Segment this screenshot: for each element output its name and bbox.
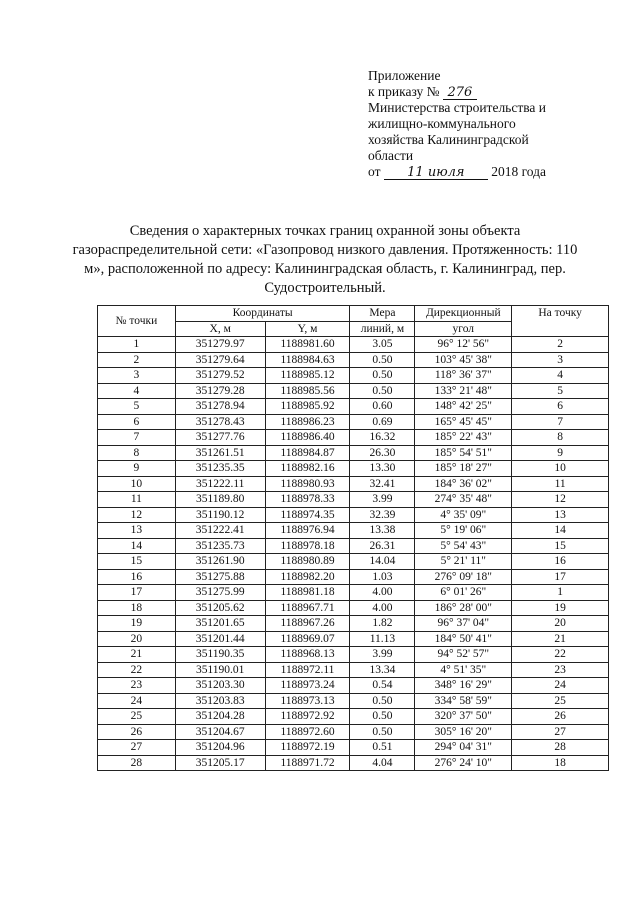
header-coordinates: Координаты xyxy=(175,306,350,322)
cell-angle: 103° 45' 38" xyxy=(415,352,512,368)
cell-to-point: 19 xyxy=(512,600,609,616)
cell-x: 351279.28 xyxy=(175,383,265,399)
cell-angle: 274° 35' 48" xyxy=(415,492,512,508)
cell-to-point: 13 xyxy=(512,507,609,523)
cell-angle: 184° 50' 41" xyxy=(415,631,512,647)
table-row xyxy=(98,724,609,740)
cell-x: 351279.64 xyxy=(175,352,265,368)
cell-length: 0.50 xyxy=(350,724,415,740)
date-suffix: 2018 года xyxy=(491,164,547,179)
header-x: X, м xyxy=(175,321,265,337)
cell-point: 15 xyxy=(98,554,176,570)
cell-angle: 94° 52' 57" xyxy=(415,647,512,663)
table-row xyxy=(98,337,609,353)
cell-point: 1 xyxy=(98,337,176,353)
table-row xyxy=(98,647,609,663)
cell-angle: 276° 24' 10" xyxy=(415,755,512,771)
cell-point: 9 xyxy=(98,461,176,477)
cell-y: 1188973.24 xyxy=(265,678,350,694)
cell-x: 351190.12 xyxy=(175,507,265,523)
cell-y: 1188981.18 xyxy=(265,585,350,601)
cell-angle: 320° 37' 50" xyxy=(415,709,512,725)
cell-x: 351277.76 xyxy=(175,430,265,446)
cell-to-point: 24 xyxy=(512,678,609,694)
cell-angle: 6° 01' 26" xyxy=(415,585,512,601)
cell-point: 19 xyxy=(98,616,176,632)
header-length-line1: Мера xyxy=(350,306,415,322)
cell-to-point: 7 xyxy=(512,414,609,430)
cell-length: 13.34 xyxy=(350,662,415,678)
table-row xyxy=(98,585,609,601)
cell-y: 1188986.23 xyxy=(265,414,350,430)
cell-x: 351278.43 xyxy=(175,414,265,430)
table-row xyxy=(98,600,609,616)
cell-angle: 185° 22' 43" xyxy=(415,430,512,446)
cell-length: 3.05 xyxy=(350,337,415,353)
table-row xyxy=(98,383,609,399)
cell-to-point: 2 xyxy=(512,337,609,353)
table-row xyxy=(98,569,609,585)
cell-y: 1188980.93 xyxy=(265,476,350,492)
table-row xyxy=(98,492,609,508)
table-row xyxy=(98,755,609,771)
cell-x: 351190.35 xyxy=(175,647,265,663)
cell-y: 1188984.63 xyxy=(265,352,350,368)
cell-length: 0.51 xyxy=(350,740,415,756)
cell-length: 32.39 xyxy=(350,507,415,523)
cell-point: 26 xyxy=(98,724,176,740)
cell-to-point: 5 xyxy=(512,383,609,399)
appendix-heading: Приложение xyxy=(368,68,441,83)
cell-to-point: 10 xyxy=(512,461,609,477)
cell-point: 20 xyxy=(98,631,176,647)
header-angle-line2: угол xyxy=(415,321,512,337)
cell-x: 351261.90 xyxy=(175,554,265,570)
cell-y: 1188982.20 xyxy=(265,569,350,585)
cell-x: 351235.35 xyxy=(175,461,265,477)
cell-point: 13 xyxy=(98,523,176,539)
table-row xyxy=(98,616,609,632)
cell-angle: 133° 21' 48" xyxy=(415,383,512,399)
cell-angle: 276° 09' 18" xyxy=(415,569,512,585)
cell-point: 18 xyxy=(98,600,176,616)
cell-point: 27 xyxy=(98,740,176,756)
cell-point: 5 xyxy=(98,399,176,415)
table-row xyxy=(98,631,609,647)
cell-x: 351203.83 xyxy=(175,693,265,709)
cell-angle: 305° 16' 20" xyxy=(415,724,512,740)
cell-point: 24 xyxy=(98,693,176,709)
cell-to-point: 6 xyxy=(512,399,609,415)
cell-angle: 4° 35' 09" xyxy=(415,507,512,523)
cell-length: 1.82 xyxy=(350,616,415,632)
cell-x: 351201.65 xyxy=(175,616,265,632)
cell-y: 1188972.92 xyxy=(265,709,350,725)
cell-y: 1188972.11 xyxy=(265,662,350,678)
cell-x: 351205.17 xyxy=(175,755,265,771)
cell-to-point: 25 xyxy=(512,693,609,709)
cell-length: 4.00 xyxy=(350,600,415,616)
coordinates-table xyxy=(97,305,609,771)
cell-to-point: 3 xyxy=(512,352,609,368)
cell-x: 351204.96 xyxy=(175,740,265,756)
header-y: Y, м xyxy=(265,321,350,337)
header-angle-line1: Дирекционный xyxy=(415,306,512,322)
cell-point: 8 xyxy=(98,445,176,461)
cell-to-point: 12 xyxy=(512,492,609,508)
cell-angle: 348° 16' 29" xyxy=(415,678,512,694)
table-row xyxy=(98,740,609,756)
cell-y: 1188985.92 xyxy=(265,399,350,415)
cell-point: 2 xyxy=(98,352,176,368)
cell-point: 28 xyxy=(98,755,176,771)
cell-x: 351204.28 xyxy=(175,709,265,725)
table-row xyxy=(98,538,609,554)
cell-to-point: 16 xyxy=(512,554,609,570)
cell-x: 351189.80 xyxy=(175,492,265,508)
cell-length: 0.50 xyxy=(350,693,415,709)
cell-x: 351190.01 xyxy=(175,662,265,678)
cell-length: 14.04 xyxy=(350,554,415,570)
cell-y: 1188974.35 xyxy=(265,507,350,523)
cell-angle: 294° 04' 31" xyxy=(415,740,512,756)
cell-x: 351278.94 xyxy=(175,399,265,415)
cell-to-point: 27 xyxy=(512,724,609,740)
table-row xyxy=(98,709,609,725)
cell-x: 351222.11 xyxy=(175,476,265,492)
cell-y: 1188980.89 xyxy=(265,554,350,570)
cell-x: 351203.30 xyxy=(175,678,265,694)
table-row xyxy=(98,461,609,477)
cell-point: 7 xyxy=(98,430,176,446)
ministry-line-3: хозяйства Калининградской xyxy=(368,132,529,147)
cell-x: 351201.44 xyxy=(175,631,265,647)
cell-to-point: 17 xyxy=(512,569,609,585)
cell-x: 351279.52 xyxy=(175,368,265,384)
order-line xyxy=(368,84,618,100)
cell-to-point: 23 xyxy=(512,662,609,678)
cell-to-point: 9 xyxy=(512,445,609,461)
cell-to-point: 11 xyxy=(512,476,609,492)
ministry-line-4: области xyxy=(368,148,414,163)
date-handwritten: 11 июля xyxy=(384,166,488,180)
cell-length: 0.69 xyxy=(350,414,415,430)
cell-angle: 5° 19' 06" xyxy=(415,523,512,539)
ministry-line-2: жилищно-коммунального xyxy=(368,116,516,131)
cell-angle: 184° 36' 02" xyxy=(415,476,512,492)
cell-angle: 5° 21' 11" xyxy=(415,554,512,570)
cell-length: 32.41 xyxy=(350,476,415,492)
table-body xyxy=(98,337,609,771)
cell-y: 1188978.18 xyxy=(265,538,350,554)
table-row xyxy=(98,352,609,368)
cell-length: 4.00 xyxy=(350,585,415,601)
cell-x: 351204.67 xyxy=(175,724,265,740)
cell-point: 21 xyxy=(98,647,176,663)
header-length-line2: линий, м xyxy=(350,321,415,337)
cell-length: 0.60 xyxy=(350,399,415,415)
cell-length: 3.99 xyxy=(350,647,415,663)
cell-y: 1188971.72 xyxy=(265,755,350,771)
cell-point: 12 xyxy=(98,507,176,523)
cell-x: 351275.88 xyxy=(175,569,265,585)
ministry-line-1: Министерства строительства и xyxy=(368,100,547,115)
order-prefix: к приказу № xyxy=(368,84,440,99)
cell-length: 26.30 xyxy=(350,445,415,461)
cell-angle: 148° 42' 25" xyxy=(415,399,512,415)
document-title: Сведения о характерных точках границ охранной зоны объекта газораспределительной сети: «Газопровод низкого давления. Протяженность: 110 м», расположенной по адресу: Калининградская область, г. Калининград, пер. Судостроительный. xyxy=(72,223,578,296)
cell-y: 1188984.87 xyxy=(265,445,350,461)
cell-y: 1188967.71 xyxy=(265,600,350,616)
cell-y: 1188972.19 xyxy=(265,740,350,756)
cell-to-point: 4 xyxy=(512,368,609,384)
cell-to-point: 18 xyxy=(512,755,609,771)
cell-y: 1188967.26 xyxy=(265,616,350,632)
table-row xyxy=(98,678,609,694)
cell-point: 11 xyxy=(98,492,176,508)
cell-length: 16.32 xyxy=(350,430,415,446)
cell-y: 1188969.07 xyxy=(265,631,350,647)
cell-x: 351275.99 xyxy=(175,585,265,601)
cell-to-point: 28 xyxy=(512,740,609,756)
header-point-number: № точки xyxy=(98,306,176,337)
cell-angle: 5° 54' 43" xyxy=(415,538,512,554)
cell-y: 1188976.94 xyxy=(265,523,350,539)
cell-length: 13.38 xyxy=(350,523,415,539)
order-number-handwritten: 276 xyxy=(443,86,477,100)
appendix-block xyxy=(368,68,618,180)
cell-x: 351235.73 xyxy=(175,538,265,554)
cell-length: 3.99 xyxy=(350,492,415,508)
date-line xyxy=(368,164,618,180)
cell-length: 0.50 xyxy=(350,383,415,399)
cell-y: 1188985.56 xyxy=(265,383,350,399)
table-row xyxy=(98,430,609,446)
table-row xyxy=(98,662,609,678)
cell-y: 1188985.12 xyxy=(265,368,350,384)
cell-to-point: 14 xyxy=(512,523,609,539)
cell-y: 1188982.16 xyxy=(265,461,350,477)
cell-x: 351261.51 xyxy=(175,445,265,461)
cell-x: 351205.62 xyxy=(175,600,265,616)
cell-angle: 186° 28' 00" xyxy=(415,600,512,616)
cell-point: 3 xyxy=(98,368,176,384)
cell-to-point: 8 xyxy=(512,430,609,446)
cell-point: 6 xyxy=(98,414,176,430)
cell-y: 1188978.33 xyxy=(265,492,350,508)
cell-x: 351222.41 xyxy=(175,523,265,539)
cell-point: 10 xyxy=(98,476,176,492)
table-row xyxy=(98,523,609,539)
table-row xyxy=(98,414,609,430)
cell-angle: 96° 12' 56" xyxy=(415,337,512,353)
table-row xyxy=(98,399,609,415)
cell-to-point: 20 xyxy=(512,616,609,632)
cell-y: 1188973.13 xyxy=(265,693,350,709)
cell-length: 0.54 xyxy=(350,678,415,694)
cell-point: 4 xyxy=(98,383,176,399)
cell-to-point: 26 xyxy=(512,709,609,725)
cell-angle: 185° 54' 51" xyxy=(415,445,512,461)
cell-length: 1.03 xyxy=(350,569,415,585)
table-row xyxy=(98,368,609,384)
cell-angle: 185° 18' 27" xyxy=(415,461,512,477)
cell-point: 22 xyxy=(98,662,176,678)
cell-length: 11.13 xyxy=(350,631,415,647)
cell-y: 1188972.60 xyxy=(265,724,350,740)
cell-x: 351279.97 xyxy=(175,337,265,353)
cell-to-point: 22 xyxy=(512,647,609,663)
cell-point: 16 xyxy=(98,569,176,585)
cell-angle: 118° 36' 37" xyxy=(415,368,512,384)
cell-angle: 334° 58' 59" xyxy=(415,693,512,709)
cell-to-point: 1 xyxy=(512,585,609,601)
cell-point: 14 xyxy=(98,538,176,554)
cell-angle: 96° 37' 04" xyxy=(415,616,512,632)
table-row xyxy=(98,445,609,461)
cell-angle: 4° 51' 35" xyxy=(415,662,512,678)
cell-y: 1188968.13 xyxy=(265,647,350,663)
cell-length: 0.50 xyxy=(350,352,415,368)
cell-y: 1188981.60 xyxy=(265,337,350,353)
table-row xyxy=(98,554,609,570)
cell-to-point: 15 xyxy=(512,538,609,554)
cell-to-point: 21 xyxy=(512,631,609,647)
cell-length: 0.50 xyxy=(350,368,415,384)
cell-point: 25 xyxy=(98,709,176,725)
cell-y: 1188986.40 xyxy=(265,430,350,446)
date-prefix: от xyxy=(368,164,381,179)
cell-angle: 165° 45' 45" xyxy=(415,414,512,430)
cell-length: 26.31 xyxy=(350,538,415,554)
table-row xyxy=(98,507,609,523)
cell-point: 23 xyxy=(98,678,176,694)
cell-length: 13.30 xyxy=(350,461,415,477)
cell-point: 17 xyxy=(98,585,176,601)
table-row xyxy=(98,693,609,709)
cell-length: 0.50 xyxy=(350,709,415,725)
table-row xyxy=(98,476,609,492)
cell-length: 4.04 xyxy=(350,755,415,771)
header-to-point: На точку xyxy=(512,306,609,337)
